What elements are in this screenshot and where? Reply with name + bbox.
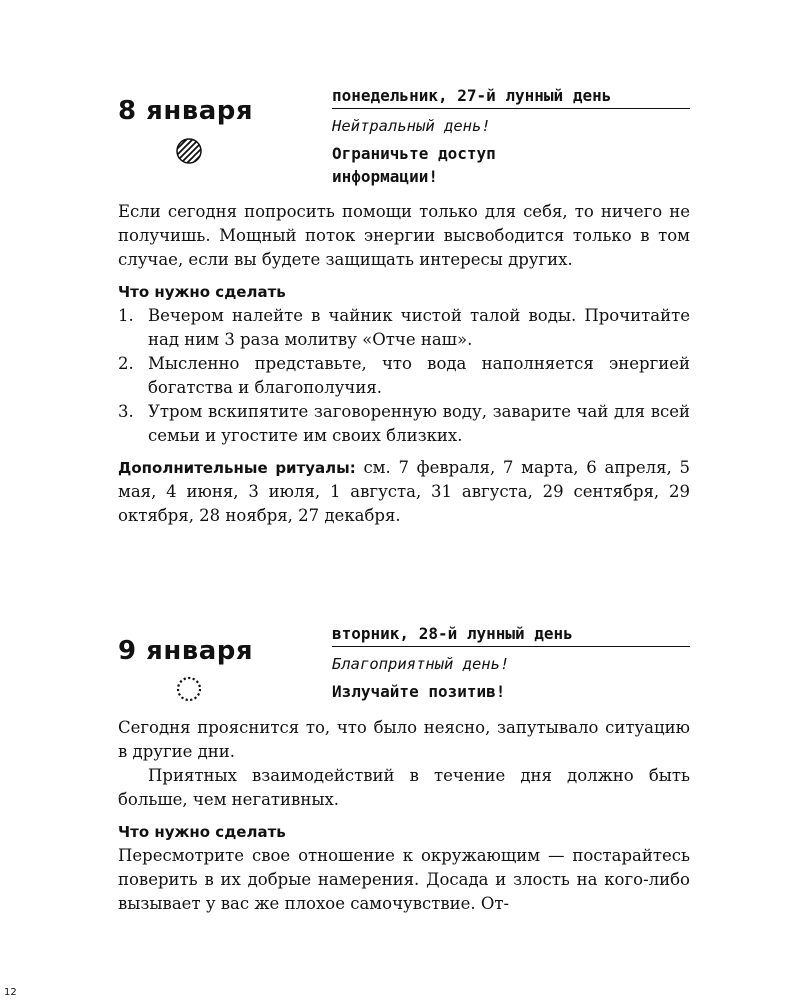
list-item: 3. Утром вскипятите заговоренную воду, заварите чай для всей семьи и угостите им своих близких. bbox=[118, 402, 690, 445]
day-type: Благоприятный день! bbox=[332, 655, 510, 673]
day-advice bbox=[332, 142, 690, 188]
weekday-lunar-day: вторник, 28-й лунный день bbox=[332, 622, 690, 647]
steps-list bbox=[118, 304, 690, 448]
extra-rituals-text: см. 7 февраля, 7 марта, 6 апреля, 5 мая, 4 июня, 3 июля, 1 августа, 31 августа, 29 сентября, 29 октября, 28 ноября, 27 декабря. bbox=[118, 458, 690, 525]
list-item: 2. Мысленно представьте, что вода наполняется энергией богатства и благополучия. bbox=[118, 354, 690, 397]
day-info bbox=[332, 84, 690, 188]
entry-body bbox=[118, 200, 690, 528]
paragraph: Приятных взаимодействий в течение дня должно быть больше, чем негативных. bbox=[118, 766, 690, 809]
entry-date: 8 января bbox=[118, 96, 254, 126]
page-number: 12 bbox=[4, 987, 17, 998]
day-info bbox=[332, 622, 690, 703]
day-type: Нейтральный день! bbox=[332, 117, 491, 135]
section-heading: Что нужно сделать bbox=[118, 823, 286, 841]
advice-line: информации! bbox=[332, 167, 438, 186]
paragraph: Пересмотрите свое отношение к окружающим — постарайтесь поверить в их добрые намерения. Досада и злость на кого-либо вызывает у вас же плохое самочувствие. От- bbox=[118, 846, 690, 913]
day-advice bbox=[332, 680, 690, 703]
list-item: 1. Вечером налейте в чайник чистой талой воды. Прочитайте над ним 3 раза молитву «Отче наш». bbox=[118, 306, 690, 349]
hatched-moon-icon bbox=[174, 136, 204, 166]
weekday-lunar-day: понедельник, 27-й лунный день bbox=[332, 84, 690, 109]
intro-paragraph: Если сегодня попросить помощи только для себя, то ничего не получишь. Мощный поток энергии высвободится только в том случае, если вы будете защищать интересы других. bbox=[118, 202, 690, 269]
entry-date: 9 января bbox=[118, 636, 254, 666]
advice-line: Ограничьте доступ bbox=[332, 144, 496, 163]
entry-body bbox=[118, 716, 690, 916]
advice-line: Излучайте позитив! bbox=[332, 682, 506, 701]
dotted-moon-icon bbox=[174, 674, 204, 704]
extra-rituals bbox=[118, 456, 690, 528]
extra-rituals-label: Дополнительные ритуалы: bbox=[118, 459, 356, 477]
paragraph: Сегодня прояснится то, что было неясно, запутывало ситуацию в другие дни. bbox=[118, 718, 690, 761]
section-heading: Что нужно сделать bbox=[118, 283, 286, 301]
